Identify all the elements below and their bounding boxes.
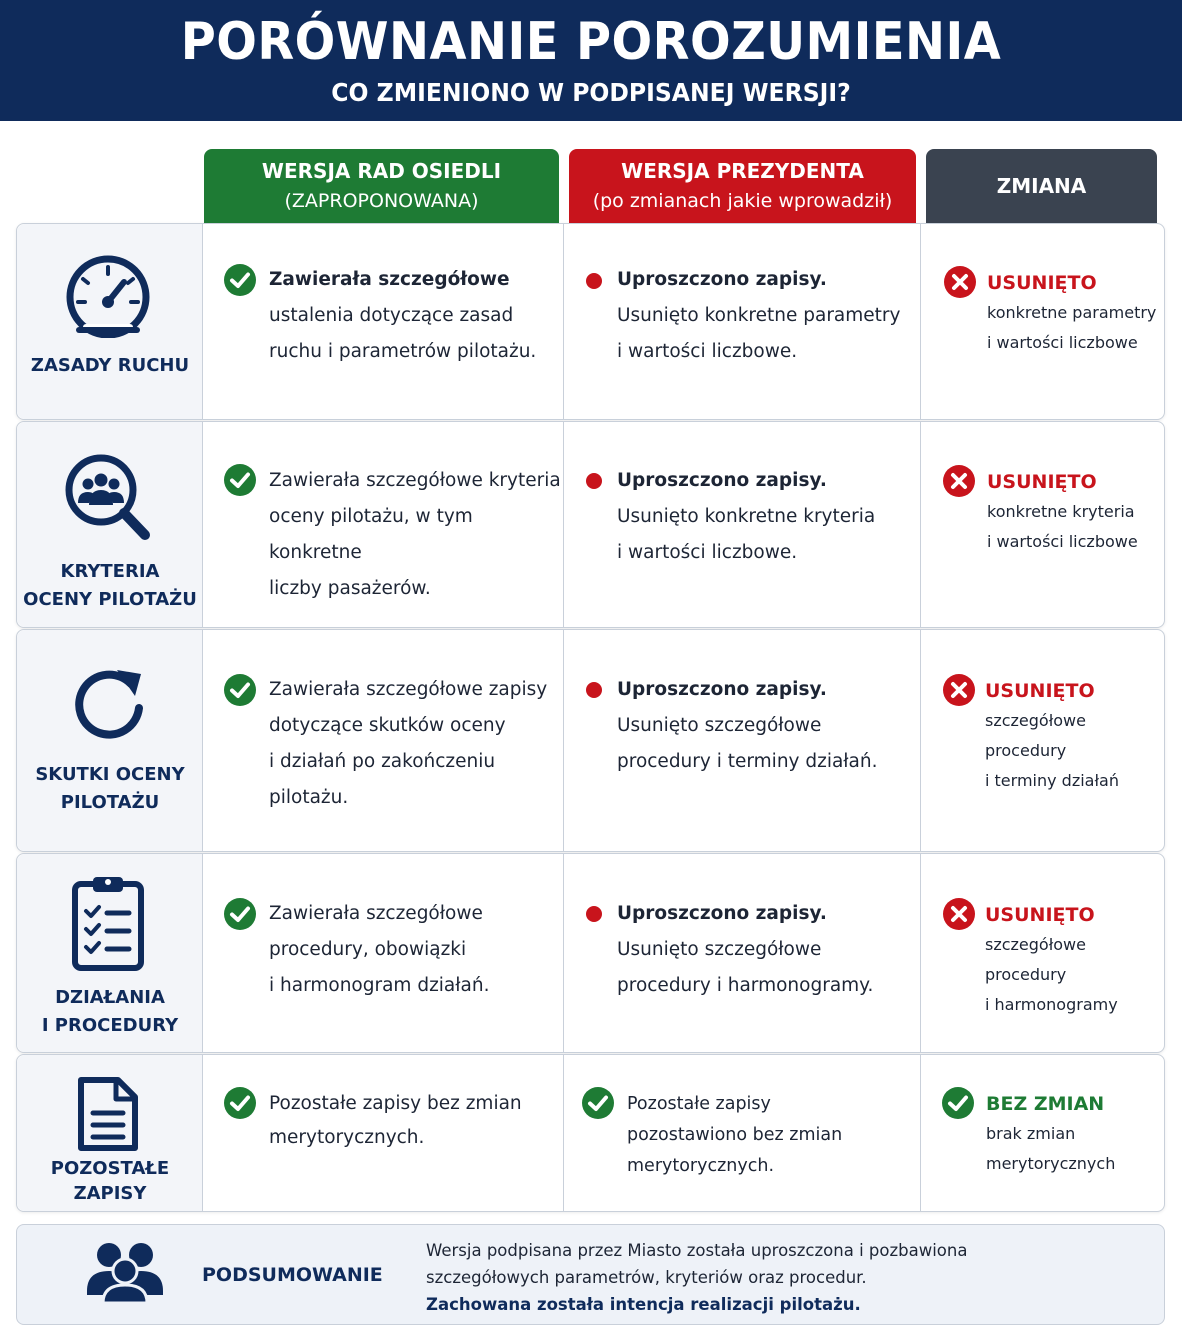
removed-x-icon xyxy=(943,898,975,930)
page-subtitle: CO ZMIENIONO W PODPISANEJ WERSJI? xyxy=(331,78,851,107)
change-text: BEZ ZMIAN brak zmian merytorycznych xyxy=(986,1089,1164,1179)
summary-box xyxy=(16,1224,1165,1325)
column-header-president xyxy=(569,149,916,223)
council-text: Pozostałe zapisy bez zmian merytorycznych. xyxy=(269,1093,522,1148)
red-dot-icon xyxy=(585,472,603,490)
check-icon xyxy=(224,674,256,706)
change-tag: USUNIĘTO xyxy=(987,272,1097,294)
council-text: Zawierała szczegółowe procedury, obowiązki i harmonogram działań. xyxy=(269,903,490,996)
header-banner xyxy=(0,0,1182,121)
check-icon xyxy=(224,898,256,930)
table-row-other-provisions xyxy=(16,1054,1165,1212)
change-text: USUNIĘTO konkretne kryteria i wartości liczbowe xyxy=(987,467,1165,557)
change-text: USUNIĘTO szczegółowe procedury i harmonogramy xyxy=(985,900,1165,1020)
column-header-council xyxy=(204,149,559,223)
table-row-evaluation-effects xyxy=(16,629,1165,852)
table-row-traffic-rules xyxy=(16,223,1165,420)
change-tag: USUNIĘTO xyxy=(987,471,1097,493)
council-text: Zawierała szczegółowe ustalenia dotyczące zasad ruchu i parametrów pilotażu. xyxy=(269,269,537,362)
table-row-evaluation-criteria xyxy=(16,421,1165,628)
red-dot-icon xyxy=(585,905,603,923)
page-title: PORÓWNANIE POROZUMIENIA xyxy=(180,12,1002,72)
clipboard-checklist-icon xyxy=(69,874,149,972)
column-header-council-subtitle: (ZAPROPONOWANA) xyxy=(284,190,479,212)
column-header-president-subtitle: (po zmianach jakie wprowadził) xyxy=(592,190,893,212)
president-text: Pozostałe zapisy pozostawiono bez zmian merytorycznych. xyxy=(627,1094,843,1176)
change-tag: USUNIĘTO xyxy=(985,680,1095,702)
summary-label: PODSUMOWANIE xyxy=(202,1264,383,1286)
red-dot-icon xyxy=(585,681,603,699)
council-text: Zawierała szczegółowe kryteria oceny pilotażu, w tym konkretne liczby pasażerów. xyxy=(269,470,561,599)
check-icon xyxy=(942,1087,974,1119)
president-text: Uproszczono zapisy. Usunięto konkretne parametry i wartości liczbowe. xyxy=(617,269,901,362)
removed-x-icon xyxy=(943,465,975,497)
check-icon xyxy=(224,1087,256,1119)
column-header-council-title: WERSJA RAD OSIEDLI xyxy=(261,159,502,183)
change-tag: BEZ ZMIAN xyxy=(986,1093,1105,1115)
removed-x-icon xyxy=(943,674,975,706)
document-icon xyxy=(76,1075,140,1153)
people-group-icon xyxy=(85,1241,165,1303)
refresh-icon xyxy=(69,664,149,744)
check-icon xyxy=(582,1087,614,1119)
check-icon xyxy=(224,264,256,296)
column-header-change xyxy=(926,149,1157,223)
magnifier-people-icon xyxy=(61,450,153,544)
check-icon xyxy=(224,464,256,496)
row-label: KRYTERIA OCENY PILOTAŻU xyxy=(23,561,197,610)
row-label: SKUTKI OCENY PILOTAŻU xyxy=(35,764,185,813)
president-text: Uproszczono zapisy. Usunięto szczegółowe procedury i harmonogramy. xyxy=(617,903,874,996)
change-tag: USUNIĘTO xyxy=(985,904,1095,926)
row-label: POZOSTAŁE ZAPISY xyxy=(50,1158,170,1204)
column-header-president-title: WERSJA PREZYDENTA xyxy=(621,159,864,183)
change-text: USUNIĘTO konkretne parametry i wartości liczbowe xyxy=(987,268,1165,358)
column-header-change-title: ZMIANA xyxy=(996,174,1087,198)
council-text: Zawierała szczegółowe zapisy dotyczące skutków oceny i działań po zakończeniu pilotażu. xyxy=(269,679,548,808)
row-label: DZIAŁANIA I PROCEDURY xyxy=(41,987,179,1036)
removed-x-icon xyxy=(944,266,976,298)
change-text: USUNIĘTO szczegółowe procedury i terminy działań xyxy=(985,676,1165,796)
speedometer-icon xyxy=(63,252,153,338)
red-dot-icon xyxy=(585,272,603,290)
president-text: Uproszczono zapisy. Usunięto konkretne kryteria i wartości liczbowe. xyxy=(617,470,876,563)
summary-text: Wersja podpisana przez Miasto została uproszczona i pozbawiona szczegółowych parametrów, kryteriów oraz procedur. Zachowana została intencja realizacji pilotażu. xyxy=(426,1241,968,1314)
president-text: Uproszczono zapisy. Usunięto szczegółowe procedury i terminy działań. xyxy=(617,679,878,772)
row-label: ZASADY RUCHU xyxy=(30,355,190,376)
table-row-actions-procedures xyxy=(16,853,1165,1053)
